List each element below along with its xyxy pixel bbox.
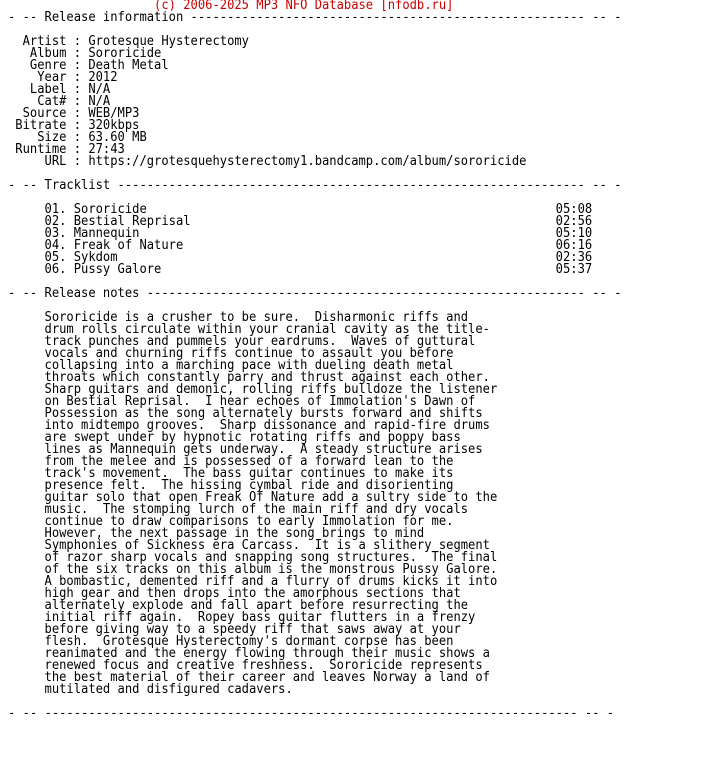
notes-line: Sororicide is a crusher to be sure. Disharmonic riffs and: [8, 310, 469, 325]
info-row-album: Album : Sororicide: [8, 46, 162, 61]
notes-line: Symphonies of Sickness era Carcass. It is a slithery segment: [8, 538, 490, 553]
info-row-catalog: Cat# : N/A: [8, 94, 111, 109]
info-row-source: Source : WEB/MP3: [8, 106, 140, 121]
track-row: 01. Sororicide 05:08: [8, 202, 593, 217]
notes-line: music. The stomping lurch of the main riff and dry vocals: [8, 502, 469, 517]
notes-line: lines as Mannequin gets underway. A steady structure arises: [8, 442, 483, 457]
info-row-label: Label : N/A: [8, 82, 111, 97]
notes-line: A bombastic, demented riff and a flurry of drums kicks it into: [8, 574, 498, 589]
track-row: 06. Pussy Galore 05:37: [8, 262, 593, 277]
notes-line: mutilated and disfigured cadavers.: [8, 682, 293, 697]
notes-line: presence felt. The hissing cymbal ride and disorienting: [8, 478, 454, 493]
notes-line: are swept under by hypnotic rotating riffs and poppy bass: [8, 430, 461, 445]
notes-line: However, the next passage in the song brings to mind: [8, 526, 425, 541]
notes-line: the best material of their career and leaves Norway a land of: [8, 670, 490, 685]
notes-line: alternately explode and fall apart before resurrecting the: [8, 598, 469, 613]
info-row-bitrate: Bitrate : 320kbps: [8, 118, 140, 133]
notes-line: guitar solo that open Freak Of Nature add a sultry side to the: [8, 490, 498, 505]
notes-line: on Bestial Reprisal. I hear echoes of Immolation's Dawn of: [8, 394, 476, 409]
notes-line: vocals and churning riffs continue to assault you before: [8, 346, 454, 361]
notes-line: Possession as the song alternately bursts forward and shifts: [8, 406, 483, 421]
notes-line: continue to draw comparisons to early Immolation for me.: [8, 514, 454, 529]
track-row: 02. Bestial Reprisal 02:56: [8, 214, 593, 229]
notes-line: of the six tracks on this album is the monstrous Pussy Galore.: [8, 562, 498, 577]
info-row-genre: Genre : Death Metal: [8, 58, 169, 73]
notes-line: track punches and pummels your eardrums. Waves of guttural: [8, 334, 476, 349]
notes-line: of razor sharp vocals and snapping song structures. The final: [8, 550, 498, 565]
notes-line: throats which constantly parry and thrust against each other.: [8, 370, 490, 385]
notes-line: reanimated and the energy flowing through their music shows a: [8, 646, 490, 661]
info-row-size: Size : 63.60 MB: [8, 130, 147, 145]
notes-line: Sharp guitars and demonic, rolling riffs bulldoze the listener: [8, 382, 498, 397]
info-row-runtime: Runtime : 27:43: [8, 142, 125, 157]
notes-line: track's movement. The bass guitar continues to make its: [8, 466, 454, 481]
tracklist-divider: - -- Tracklist ---------------------------------------------------------------- -- -: [8, 178, 622, 193]
info-row-url: URL : https://grotesquehysterectomy1.bandcamp.com/album/sororicide: [8, 154, 527, 169]
notes-line: initial riff again. Ropey bass guitar flutters in a frenzy: [8, 610, 476, 625]
notes-line: into midtempo grooves. Sharp dissonance and rapid-fire drums: [8, 418, 490, 433]
track-row: 03. Mannequin 05:10: [8, 226, 593, 241]
info-row-year: Year : 2012: [8, 70, 118, 85]
footer-divider: - -- ------------------------------------------------------------------------- -- -: [8, 706, 615, 721]
notes-line: drum rolls circulate within your cranial cavity as the title-: [8, 322, 490, 337]
notes-line: renewed focus and creative freshness. Sororicide represents: [8, 658, 483, 673]
notes-line: from the melee and is possessed of a forward lean to the: [8, 454, 454, 469]
copyright-line: (c) 2006-2025 MP3 NFO Database [nfodb.ru]: [8, 0, 454, 13]
notes-line: before giving way to a speedy riff that saws away at your: [8, 622, 461, 637]
notes-line: high gear and then drops into the amorphous sections that: [8, 586, 461, 601]
info-row-artist: Artist : Grotesque Hysterectomy: [8, 34, 249, 49]
release-information-divider: - -- Release information ------------------------------------------------------ -- -: [8, 10, 622, 25]
notes-line: flesh. Grotesque Hysterectomy's dormant corpse has been: [8, 634, 454, 649]
notes-line: collapsing into a marching pace with dueling death metal: [8, 358, 454, 373]
track-row: 05. Sykdom 02:36: [8, 250, 593, 265]
track-row: 04. Freak of Nature 06:16: [8, 238, 593, 253]
nfo-document: [8, 0, 621, 720]
release-notes-divider: - -- Release notes ------------------------------------------------------------ -- -: [8, 286, 622, 301]
